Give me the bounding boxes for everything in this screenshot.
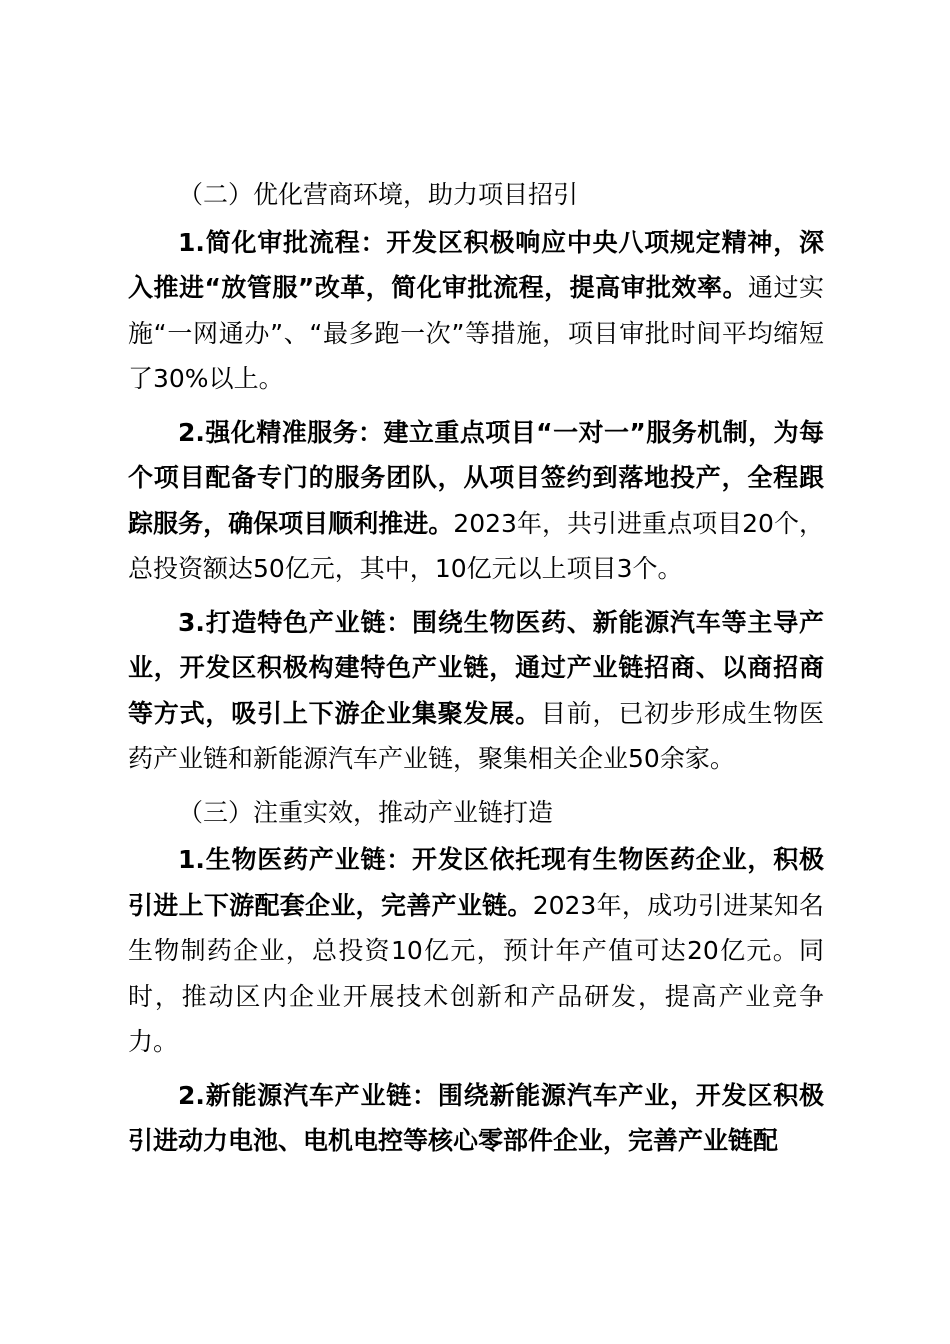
paragraph-lead: 2.强化精准服务：建立重点项目“一对一”服务机制，为每个项目配备专门的服务团队，从项目签约到落地投产，全程跟踪服务，确保项目顺利推进。 xyxy=(128,417,824,538)
paragraph-body: 2023年，成功引进某知名生物制药企业，总投资10亿元，预计年产值可达20亿元。同时，推动区内企业开展技术创新和产品研发，提高产业竞争力。 xyxy=(128,890,824,1056)
paragraph-biomedicine-chain xyxy=(128,837,824,1065)
section-heading-optimize-business-environment: （二）优化营商环境，助力项目招引 xyxy=(178,180,579,209)
paragraph-body: 目前，已初步形成生物医药产业链和新能源汽车产业链，聚集相关企业50余家。 xyxy=(128,698,824,773)
paragraph-lead: 3.打造特色产业链：围绕生物医药、新能源汽车等主导产业，开发区积极构建特色产业链，通过产业链招商、以商招商等方式，吸引上下游企业集聚发展。 xyxy=(128,607,824,728)
paragraph-precise-service xyxy=(128,410,824,592)
paragraph-body: 通过实施“一网通办”、“最多跑一次”等措施，项目审批时间平均缩短了30%以上。 xyxy=(128,273,824,393)
paragraph-lead: 1.生物医药产业链：开发区依托现有生物医药企业，积极引进上下游配套企业，完善产业链。 xyxy=(128,845,824,920)
paragraph-lead: 2.新能源汽车产业链：围绕新能源汽车产业，开发区积极引进动力电池、电机电控等核心零部件企业，完善产业链配 xyxy=(128,1080,824,1155)
document-body xyxy=(128,172,824,1172)
paragraph-body: 2023年，共引进重点项目20个，总投资额达50亿元，其中，10亿元以上项目3个。 xyxy=(128,508,824,583)
paragraph-simplify-approval xyxy=(128,220,824,402)
section-heading-focus-results: （三）注重实效，推动产业链打造 xyxy=(178,797,554,827)
paragraph-industry-chain xyxy=(128,600,824,782)
paragraph-lead: 1.简化审批流程：开发区积极响应中央八项规定精神，深入推进“放管服”改革，简化审批流程，提高审批效率。 xyxy=(128,227,824,302)
paragraph-new-energy-vehicle-chain xyxy=(128,1073,824,1164)
